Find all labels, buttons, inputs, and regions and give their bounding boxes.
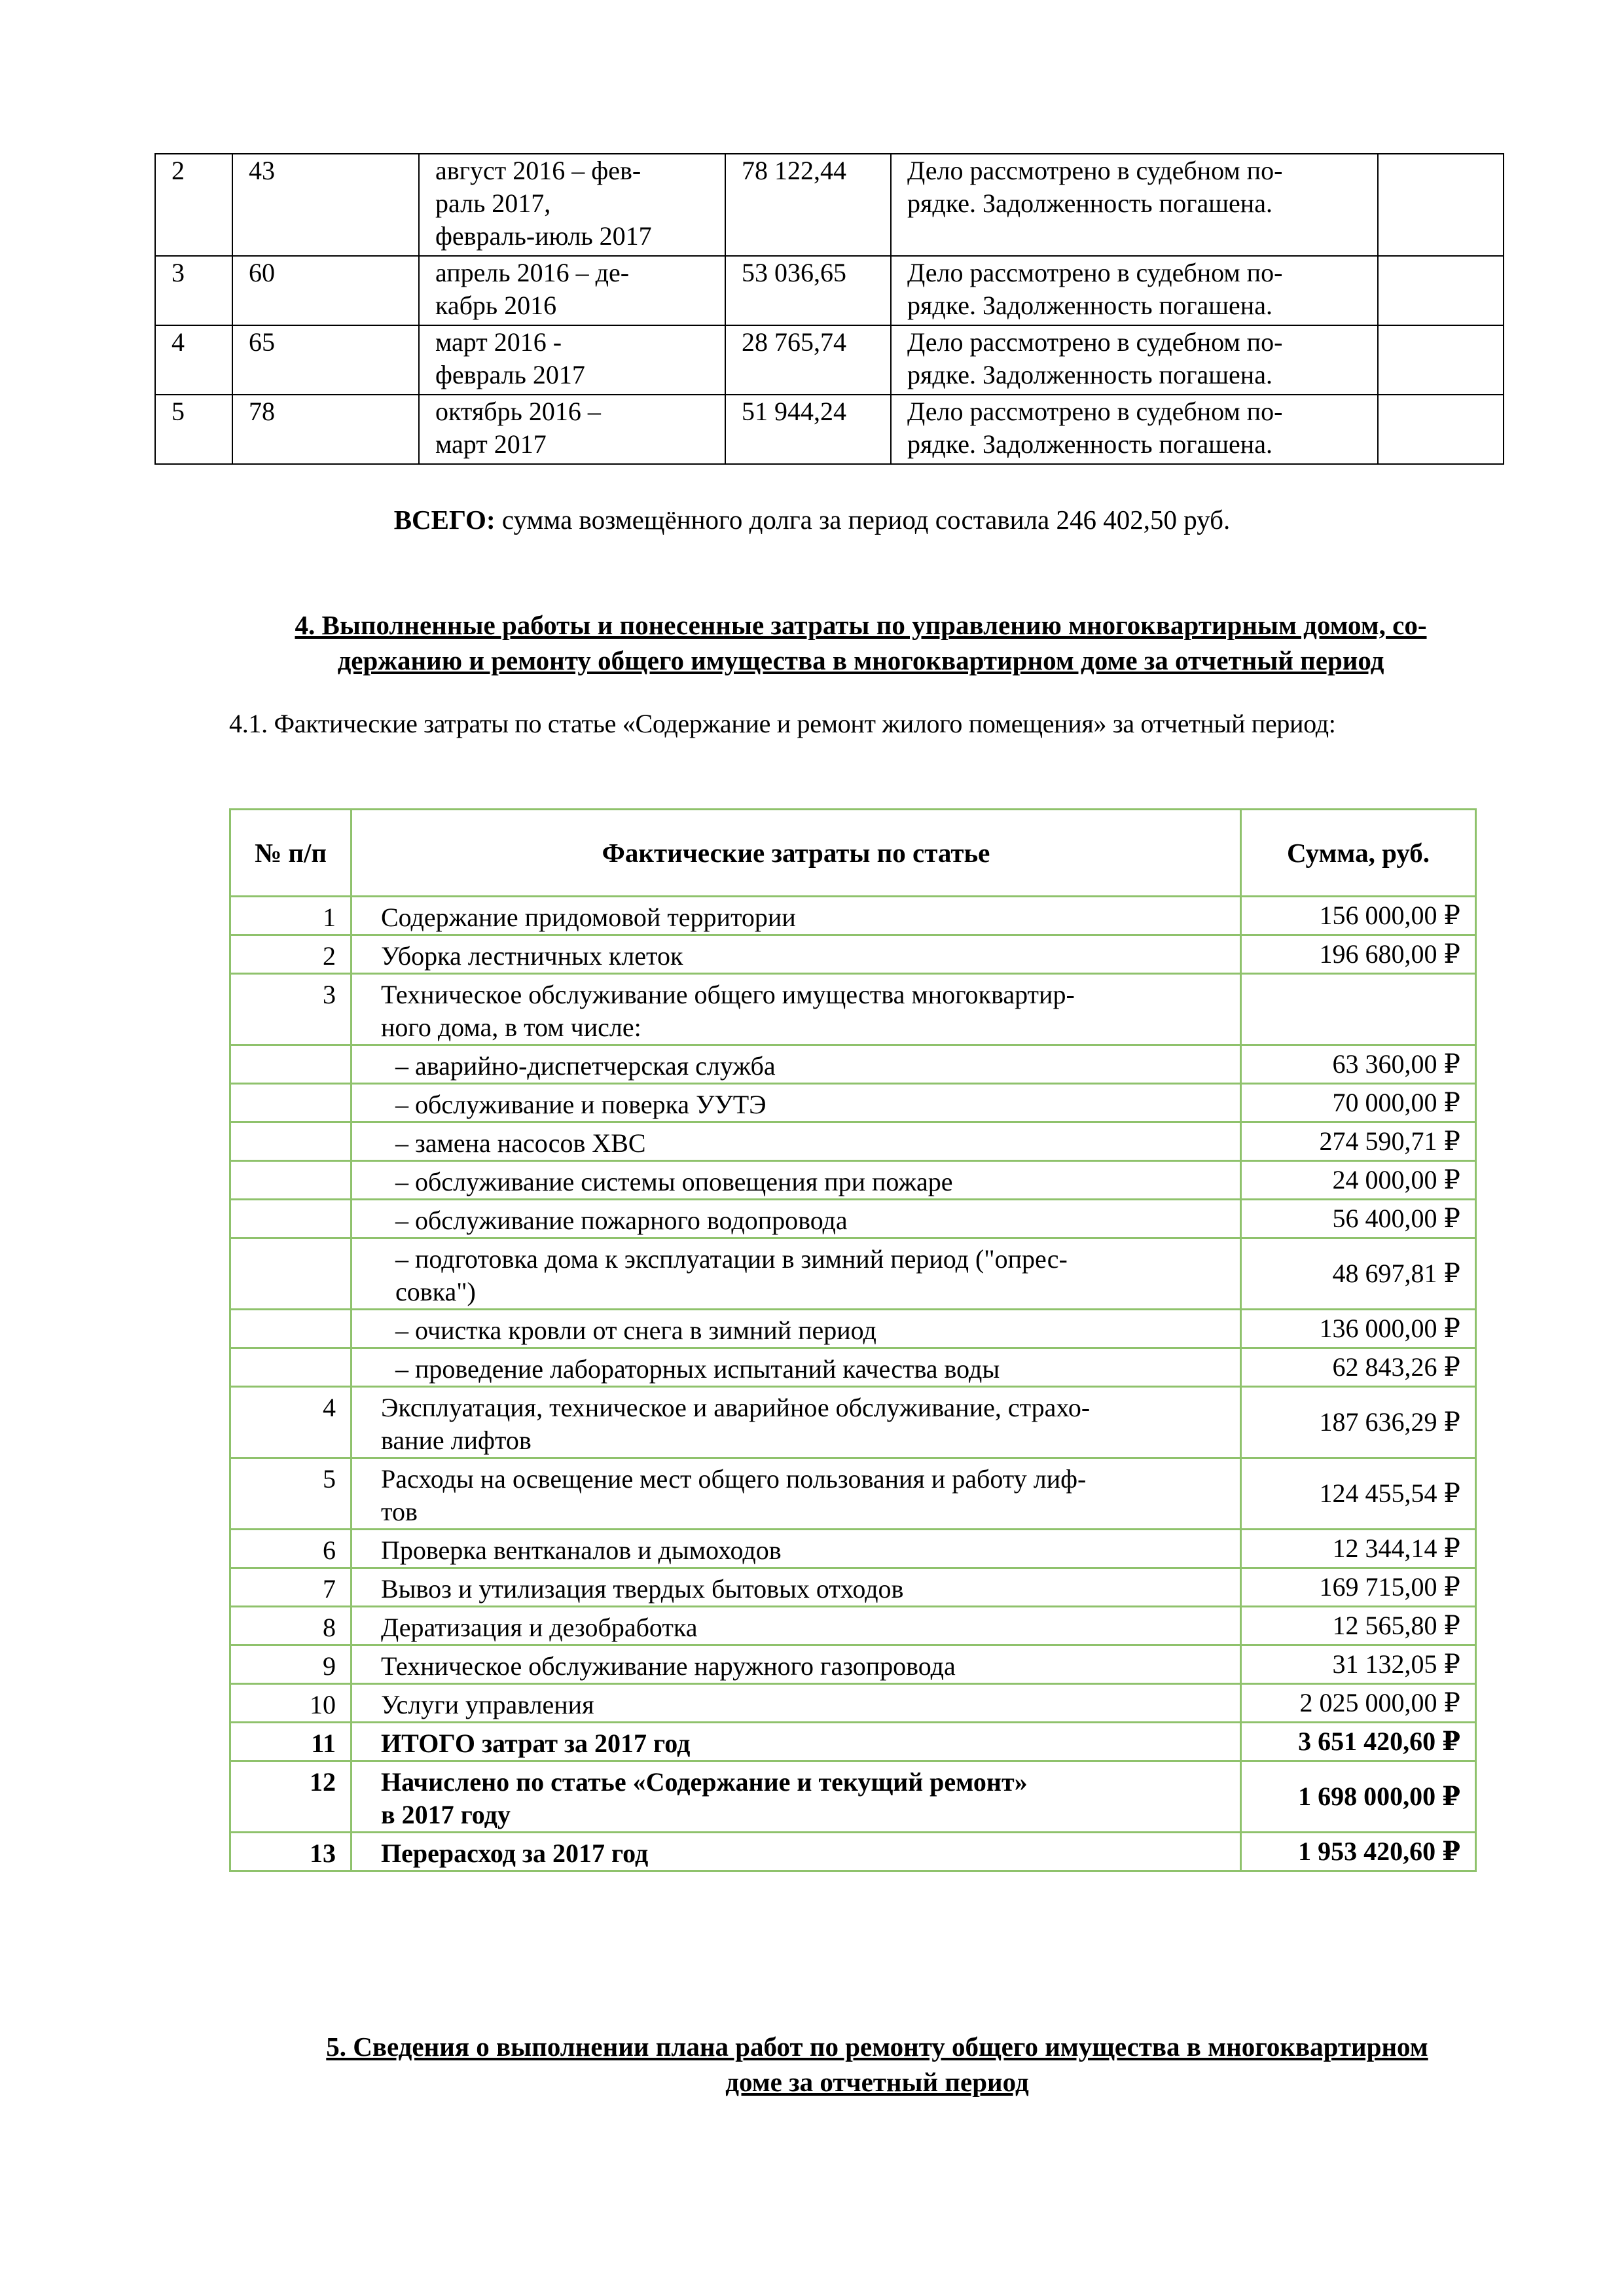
cost-item-sum: 196 680,00 ₽	[1241, 935, 1476, 974]
cost-item-name	[352, 1161, 1241, 1200]
cost-item-name-line: Услуги управления	[381, 1690, 594, 1719]
costs-table-row	[230, 1200, 1476, 1238]
cost-item-number: 13	[230, 1833, 352, 1871]
debt-apartment-number: 65	[232, 325, 419, 395]
cost-item-name	[352, 935, 1241, 974]
section-5-title	[242, 2029, 1512, 2100]
cost-item-sum: 63 360,00 ₽	[1241, 1045, 1476, 1084]
cost-item-number	[230, 1084, 352, 1122]
cost-item-name-line: Эксплуатация, техническое и аварийное обслуживание, страхо-	[381, 1393, 1091, 1422]
costs-table-row	[230, 1310, 1476, 1348]
cost-item-name-line: – обслуживание пожарного водопровода	[395, 1206, 848, 1235]
cost-item-number: 9	[230, 1645, 352, 1684]
section-5-title-line: 5. Сведения о выполнении плана работ по ремонту общего имущества в многоквартирном	[326, 2032, 1428, 2062]
cost-item-sum: 136 000,00 ₽	[1241, 1310, 1476, 1348]
cost-item-name	[352, 1833, 1241, 1871]
debt-period	[419, 256, 725, 325]
cost-item-name-line: Дератизация и дезобработка	[381, 1613, 698, 1642]
cost-item-name-line: Уборка лестничных клеток	[381, 941, 683, 971]
cost-item-name	[352, 1607, 1241, 1645]
cost-item-sum: 3 651 420,60 ₽	[1241, 1723, 1476, 1761]
costs-table-row	[230, 1084, 1476, 1122]
debt-row-number: 5	[155, 395, 232, 464]
cost-item-sum: 156 000,00 ₽	[1241, 897, 1476, 935]
debt-basis-line: рядке. Задолженность погашена.	[907, 188, 1272, 218]
actual-costs-table	[229, 808, 1477, 1872]
debt-amount: 78 122,44	[725, 154, 891, 256]
debt-note	[1378, 395, 1504, 464]
cost-item-name	[352, 1458, 1241, 1530]
debt-apartment-number: 43	[232, 154, 419, 256]
cost-item-name	[352, 1348, 1241, 1387]
cost-item-name-line: – проведение лабораторных испытаний качества воды	[395, 1354, 1000, 1384]
cost-item-number	[230, 1348, 352, 1387]
header-num: № п/п	[230, 810, 352, 897]
costs-table-row	[230, 1045, 1476, 1084]
costs-table-row	[230, 897, 1476, 935]
header-name: Фактические затраты по статье	[352, 810, 1241, 897]
debt-table-row	[155, 256, 1504, 325]
cost-item-name	[352, 1723, 1241, 1761]
cost-item-sum: 1 698 000,00 ₽	[1241, 1761, 1476, 1833]
debt-period-line: раль 2017,	[435, 188, 551, 218]
cost-item-name	[352, 1084, 1241, 1122]
total-recovered-line	[0, 503, 1624, 537]
total-text: сумма возмещённого долга за период составила 246 402,50 руб.	[495, 505, 1231, 535]
cost-item-name-line: вание лифтов	[381, 1426, 532, 1455]
cost-item-name-line: Вывоз и утилизация твердых бытовых отходов	[381, 1574, 904, 1604]
cost-item-sum: 12 565,80 ₽	[1241, 1607, 1476, 1645]
cost-item-name-line: Перерасход за 2017 год	[381, 1839, 649, 1868]
cost-item-number: 1	[230, 897, 352, 935]
cost-item-name	[352, 1530, 1241, 1568]
cost-item-name-line: Техническое обслуживание общего имущества многоквартир-	[381, 980, 1075, 1009]
costs-table-row	[230, 1238, 1476, 1310]
cost-item-sum: 169 715,00 ₽	[1241, 1568, 1476, 1607]
cost-item-sum: 56 400,00 ₽	[1241, 1200, 1476, 1238]
cost-item-sum: 274 590,71 ₽	[1241, 1122, 1476, 1161]
header-sum: Сумма, руб.	[1241, 810, 1476, 897]
cost-item-number	[230, 1310, 352, 1348]
costs-table-row	[230, 1684, 1476, 1723]
cost-item-number: 4	[230, 1387, 352, 1458]
debt-basis	[891, 325, 1378, 395]
cost-item-sum: 124 455,54 ₽	[1241, 1458, 1476, 1530]
costs-table-header-row	[230, 810, 1476, 897]
cost-item-number	[230, 1238, 352, 1310]
debt-row-number: 4	[155, 325, 232, 395]
costs-table-row	[230, 1833, 1476, 1871]
debt-basis-line: рядке. Задолженность погашена.	[907, 429, 1272, 459]
debt-period	[419, 325, 725, 395]
debt-period-line: кабрь 2016	[435, 291, 557, 320]
cost-item-name-line: тов	[381, 1497, 418, 1526]
cost-item-number	[230, 1161, 352, 1200]
cost-item-number: 3	[230, 974, 352, 1045]
debt-basis-line: Дело рассмотрено в судебном по-	[907, 327, 1283, 357]
cost-item-name-line: – очистка кровли от снега в зимний период	[395, 1316, 876, 1345]
cost-item-name-line: – замена насосов ХВС	[395, 1128, 646, 1158]
debt-period	[419, 154, 725, 256]
costs-table-row	[230, 1723, 1476, 1761]
debt-basis-line: Дело рассмотрено в судебном по-	[907, 258, 1283, 287]
cost-item-sum: 187 636,29 ₽	[1241, 1387, 1476, 1458]
cost-item-sum: 48 697,81 ₽	[1241, 1238, 1476, 1310]
costs-table-row	[230, 1568, 1476, 1607]
cost-item-name-line: – обслуживание системы оповещения при пожаре	[395, 1167, 953, 1196]
debt-basis-line: рядке. Задолженность погашена.	[907, 291, 1272, 320]
debt-basis-line: рядке. Задолженность погашена.	[907, 360, 1272, 389]
cost-item-number: 7	[230, 1568, 352, 1607]
cost-item-number: 6	[230, 1530, 352, 1568]
cost-item-number: 11	[230, 1723, 352, 1761]
section-4-1-subtitle: 4.1. Фактические затраты по статье «Содержание и ремонт жилого помещения» за отчетный период:	[229, 709, 1336, 738]
cost-item-number: 12	[230, 1761, 352, 1833]
debt-basis	[891, 395, 1378, 464]
cost-item-name	[352, 1684, 1241, 1723]
debt-period-line: февраль 2017	[435, 360, 585, 389]
cost-item-name	[352, 1045, 1241, 1084]
costs-table-row	[230, 1161, 1476, 1200]
cost-item-number	[230, 1122, 352, 1161]
cost-item-name-line: Проверка вентканалов и дымоходов	[381, 1535, 782, 1565]
cost-item-sum	[1241, 974, 1476, 1045]
debt-basis-line: Дело рассмотрено в судебном по-	[907, 156, 1283, 185]
cost-item-sum: 1 953 420,60 ₽	[1241, 1833, 1476, 1871]
debt-basis	[891, 154, 1378, 256]
debt-recovery-table	[154, 153, 1504, 465]
costs-table-row	[230, 1645, 1476, 1684]
cost-item-name	[352, 1200, 1241, 1238]
costs-table-row	[230, 935, 1476, 974]
debt-table-row	[155, 395, 1504, 464]
debt-period-line: февраль-июль 2017	[435, 221, 652, 251]
section-4-title-line: 4. Выполненные работы и понесенные затраты по управлению многоквартирным домом, со-	[295, 610, 1427, 640]
debt-table-row	[155, 154, 1504, 256]
costs-table-row	[230, 1761, 1476, 1833]
cost-item-name-line: ного дома, в том числе:	[381, 1013, 641, 1042]
costs-table-row	[230, 1607, 1476, 1645]
costs-table-row	[230, 1122, 1476, 1161]
cost-item-name	[352, 1310, 1241, 1348]
cost-item-name	[352, 1645, 1241, 1684]
cost-item-sum: 31 132,05 ₽	[1241, 1645, 1476, 1684]
costs-table-row	[230, 1530, 1476, 1568]
costs-table-row	[230, 974, 1476, 1045]
cost-item-name	[352, 897, 1241, 935]
cost-item-name-line: совка")	[395, 1277, 476, 1306]
debt-basis	[891, 256, 1378, 325]
debt-amount: 53 036,65	[725, 256, 891, 325]
cost-item-sum: 70 000,00 ₽	[1241, 1084, 1476, 1122]
cost-item-number: 5	[230, 1458, 352, 1530]
cost-item-number: 2	[230, 935, 352, 974]
costs-table-row	[230, 1458, 1476, 1530]
cost-item-name	[352, 1387, 1241, 1458]
cost-item-name	[352, 1761, 1241, 1833]
cost-item-name	[352, 974, 1241, 1045]
debt-row-number: 3	[155, 256, 232, 325]
total-label: ВСЕГО:	[393, 505, 496, 535]
debt-period-line: август 2016 – фев-	[435, 156, 641, 185]
cost-item-name	[352, 1238, 1241, 1310]
cost-item-name	[352, 1568, 1241, 1607]
costs-table-row	[230, 1348, 1476, 1387]
cost-item-sum: 2 025 000,00 ₽	[1241, 1684, 1476, 1723]
debt-apartment-number: 78	[232, 395, 419, 464]
debt-table-row	[155, 325, 1504, 395]
debt-note	[1378, 154, 1504, 256]
cost-item-number	[230, 1200, 352, 1238]
cost-item-name-line: Содержание придомовой территории	[381, 903, 796, 932]
cost-item-name-line: Расходы на освещение мест общего пользования и работу лиф-	[381, 1464, 1087, 1494]
cost-item-name-line: Начислено по статье «Содержание и текущий ремонт»	[381, 1767, 1028, 1797]
cost-item-sum: 24 000,00 ₽	[1241, 1161, 1476, 1200]
debt-period-line: март 2016 -	[435, 327, 562, 357]
cost-item-name-line: Техническое обслуживание наружного газопровода	[381, 1651, 956, 1681]
costs-table-row	[230, 1387, 1476, 1458]
debt-amount: 28 765,74	[725, 325, 891, 395]
section-4-title	[223, 607, 1499, 678]
debt-note	[1378, 325, 1504, 395]
cost-item-number	[230, 1045, 352, 1084]
cost-item-name-line: – подготовка дома к эксплуатации в зимний период ("опрес-	[395, 1244, 1068, 1274]
cost-item-name-line: ИТОГО затрат за 2017 год	[381, 1729, 691, 1758]
debt-row-number: 2	[155, 154, 232, 256]
debt-apartment-number: 60	[232, 256, 419, 325]
cost-item-name-line: – обслуживание и поверка УУТЭ	[395, 1090, 767, 1119]
debt-basis-line: Дело рассмотрено в судебном по-	[907, 397, 1283, 426]
debt-period-line: октябрь 2016 –	[435, 397, 601, 426]
debt-period-line: март 2017	[435, 429, 547, 459]
debt-period-line: апрель 2016 – де-	[435, 258, 630, 287]
debt-note	[1378, 256, 1504, 325]
cost-item-name-line: в 2017 году	[381, 1800, 511, 1829]
section-4-title-line: держанию и ремонту общего имущества в многоквартирном доме за отчетный период	[337, 645, 1384, 675]
debt-period	[419, 395, 725, 464]
cost-item-name-line: – аварийно-диспетчерская служба	[395, 1051, 776, 1081]
cost-item-sum: 62 843,26 ₽	[1241, 1348, 1476, 1387]
debt-amount: 51 944,24	[725, 395, 891, 464]
cost-item-number: 8	[230, 1607, 352, 1645]
cost-item-sum: 12 344,14 ₽	[1241, 1530, 1476, 1568]
section-5-title-line: доме за отчетный период	[725, 2067, 1029, 2097]
cost-item-number: 10	[230, 1684, 352, 1723]
cost-item-name	[352, 1122, 1241, 1161]
